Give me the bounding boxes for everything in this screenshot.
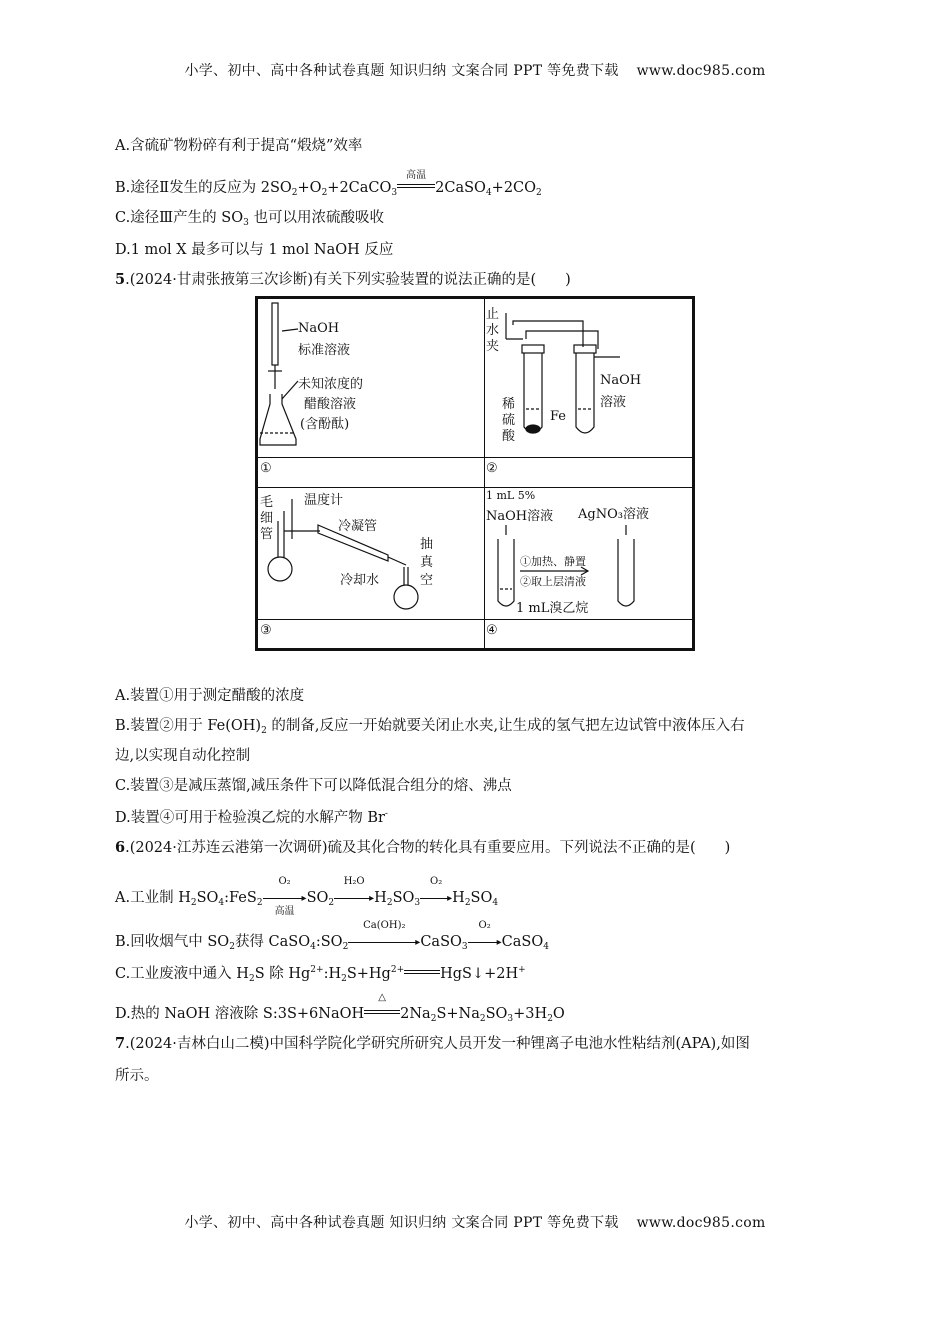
fig4-step-2: ②取上层清液 (520, 575, 586, 588)
q5-number: 5 (115, 271, 126, 288)
q4-c-pre: C.途径Ⅲ产生的 SO (115, 210, 244, 226)
arrow-o2: O₂ ▸ (420, 890, 452, 906)
q4-c-post: 也可以用浓硫酸吸收 (253, 210, 384, 226)
footer-url[interactable]: www.doc985.com (636, 1215, 766, 1231)
fig2-clamp-1: 止 (486, 307, 500, 322)
fig1-standard-solution: 标准溶液 (298, 343, 351, 358)
footer-text: 小学、初中、高中各种试卷真题 知识归纳 文案合同 PPT 等免费下载 (184, 1215, 619, 1231)
fig4-bromoethane: 1 mL溴乙烷 (516, 601, 589, 616)
heat-equals (364, 992, 400, 1022)
arrow-h2o: H₂O ▸ (334, 890, 374, 906)
q5-option-a: A.装置①用于测定醋酸的浓度 (115, 688, 305, 704)
fig3-vacuum-2: 真 (420, 555, 434, 570)
q6-a-gaowen: 高温 (274, 906, 295, 917)
fig3-capillary-3: 管 (260, 527, 274, 542)
titration-apparatus (260, 303, 298, 445)
q6-stem-text: .(2024·江苏连云港第一次调研)硫及其化合物的转化具有重要应用。下列说法不正确的是( ) (125, 840, 731, 856)
q5-option-b-line2: 边,以实现自动化控制 (115, 748, 251, 764)
fig-label-2: ② (486, 461, 498, 476)
q5-d-text: D.装置④可用于检验溴乙烷的水解产物 Br (115, 810, 385, 826)
q6-a-o2: O₂ (278, 876, 291, 887)
fig1-naoh: NaOH (298, 321, 340, 336)
q5-stem (115, 268, 571, 289)
q6-a-o2b: O₂ (430, 876, 443, 887)
q6-a-pre: A.工业制 H (115, 890, 191, 906)
fig4-step-1: ①加热、静置 (520, 555, 586, 568)
q6-a-h2o: H₂O (343, 876, 365, 887)
fig4-volume: 1 mL 5% (486, 489, 536, 502)
fig2-fe: Fe (550, 409, 567, 424)
q6-b-caoh2: Ca(OH)₂ (363, 920, 406, 931)
fig4-agno3: AgNO₃溶液 (578, 507, 649, 522)
fig2-dilute-3: 酸 (502, 429, 516, 444)
q6-option-a: A.工业制 $H_2SO_4:FeS_2$ O₂ ▸ 高温 $SO_2$ H₂O $▸H_2SO_3$ O₂ $▸H_2SO_4$ (115, 876, 499, 917)
arrow-caoh2: Ca(OH)₂ ▸ (348, 934, 420, 950)
q5-b-post: 的制备,反应一开始就要关闭止水夹,让生成的氢气把左边试管中液体压入右 (271, 718, 745, 734)
q5-option-c: C.装置③是减压蒸馏,减压条件下可以降低混合组分的熔、沸点 (115, 778, 512, 794)
arrow-o2-hightemp: O₂ ▸ 高温 (263, 890, 307, 906)
fig3-cooling-water: 冷却水 (340, 573, 380, 588)
fig2-clamp-3: 夹 (486, 339, 500, 354)
q5-stem-text: .(2024·甘肃张掖第三次诊断)有关下列实验装置的说法正确的是( ) (125, 272, 571, 288)
q5-option-b-line1: B.装置②用于 $Fe(OH)_2$ 的制备,反应一开始就要关闭止水夹,让生成的氢气把左边试管中液体压入右 (115, 718, 745, 736)
q7-stem-line1 (115, 1032, 750, 1053)
fig1-phenolphthalein: (含酚酞) (300, 417, 350, 432)
q5-d-sup: - (384, 809, 388, 819)
page-header (0, 60, 950, 80)
fig2-dilute-2: 硫 (502, 413, 516, 428)
fig-label-1: ① (260, 461, 272, 476)
header-url[interactable]: www.doc985.com (636, 63, 766, 79)
fig3-condenser: 冷凝管 (338, 519, 378, 534)
q4-option-c: C.途径Ⅲ产生的 $SO_3$ 也可以用浓硫酸吸收 (115, 210, 384, 228)
fig1-acetic-acid: 醋酸溶液 (304, 397, 357, 412)
q5-option-d (115, 806, 388, 827)
fig2-solution: 溶液 (600, 395, 627, 410)
q6-option-b: B.回收烟气中 $SO_2$获得 $CaSO_4:SO_2$ Ca(OH)₂ ▸CaSO$_3$ O₂ ▸CaSO$_4$ (115, 920, 549, 952)
q4-option-a: A.含硫矿物粉碎有利于提高“煅烧”效率 (115, 138, 363, 154)
q4-b-condition: 高温 (406, 170, 427, 181)
q7-stem-text: .(2024·吉林白山二模)中国科学院化学研究所研究人员开发一种锂离子电池水性粘结剂(APA),如图 (125, 1036, 750, 1052)
fig4-naoh: NaOH溶液 (486, 509, 554, 524)
fig3-capillary-1: 毛 (260, 495, 274, 510)
fig3-thermometer: 温度计 (304, 493, 344, 508)
fig3-vacuum-3: 空 (420, 573, 434, 588)
q4-option-d: D.1 mol X 最多可以与 1 mol NaOH 反应 (115, 242, 394, 258)
q4-b-prefix: B.途径Ⅱ发生的反应为 2SO (115, 180, 292, 196)
fig1-unknown-conc: 未知浓度的 (298, 377, 364, 392)
q6-stem (115, 836, 730, 857)
q6-option-c: C.工业废液中通入 $H_2S$ 除 $Hg^{2+}:H_2S+Hg^{2+}$ HgS↓+2H+ (115, 965, 526, 984)
q6-number: 6 (115, 839, 126, 856)
q6-b-o2: O₂ (478, 920, 491, 931)
q7-number: 7 (115, 1035, 126, 1052)
q6-c-pre: C.工业废液中通入 H (115, 966, 249, 982)
apparatus-figure (255, 296, 695, 651)
fig3-vacuum-1: 抽 (420, 537, 434, 552)
q6-d-heat: △ (378, 992, 386, 1003)
q5-b-pre: B.装置②用于 Fe(OH) (115, 718, 262, 734)
q7-stem-line2: 所示。 (115, 1068, 159, 1084)
q4-option-b: B.途径Ⅱ发生的反应为 $2SO_2+O_2+2CaCO_3$ 高温 $2CaSO_4+2CO_2$ (115, 176, 542, 198)
fig-label-3: ③ (260, 623, 272, 638)
arrow-o2-b: O₂ ▸ (468, 934, 502, 950)
high-temp-equals (397, 170, 435, 196)
fig-label-4: ④ (486, 623, 498, 638)
q6-d-pre: D.热的 NaOH 溶液除 S:3S+6NaOH (115, 1006, 365, 1022)
page-footer (0, 1212, 950, 1232)
fig2-naoh: NaOH (600, 373, 642, 388)
q6-b-pre: B.回收烟气中 SO (115, 934, 230, 950)
fig2-dilute-1: 稀 (502, 397, 516, 412)
fig3-capillary-2: 细 (260, 511, 274, 526)
q6-option-d: D.热的 NaOH 溶液除 S:3S+6NaOH △ $2Na_2S+Na_2SO_3+3H_2O$ (115, 992, 565, 1024)
fig2-clamp-2: 水 (486, 323, 500, 338)
header-text: 小学、初中、高中各种试卷真题 知识归纳 文案合同 PPT 等免费下载 (184, 63, 619, 79)
